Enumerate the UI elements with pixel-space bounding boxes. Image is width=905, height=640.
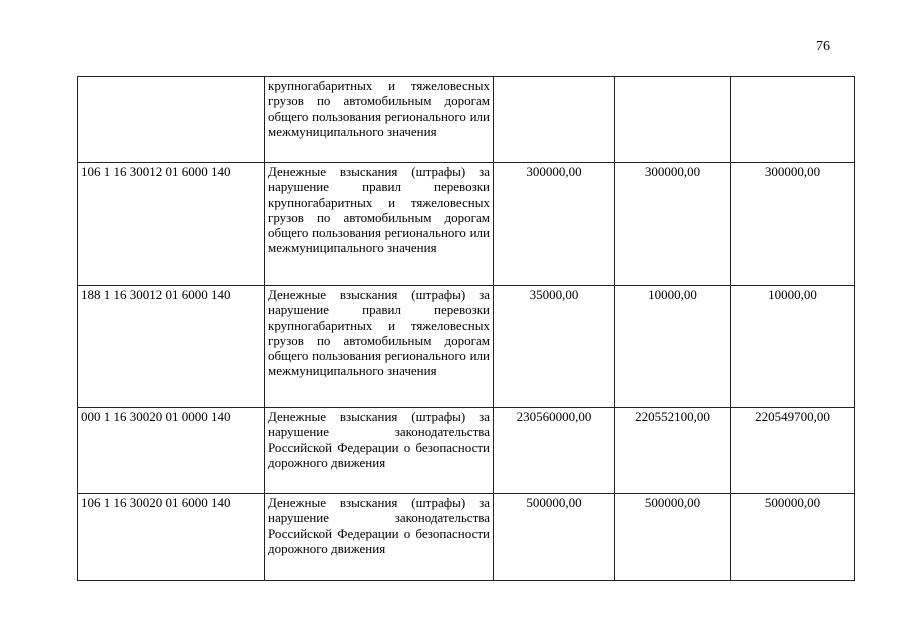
- revenue-name-cell: Денежные взыскания (штрафы) за нарушение правил перевозки крупногабаритных и тяжеловесных грузов по автомобильным дорогам общего пользования регионального или межмуниципального значения: [265, 286, 494, 408]
- amount-year1-cell: 300000,00: [494, 163, 615, 286]
- budget-code-cell: 000 1 16 30020 01 0000 140: [78, 408, 265, 494]
- revenue-table: [77, 76, 855, 581]
- amount-year1-cell: 500000,00: [494, 494, 615, 581]
- amount-year2-cell: 220552100,00: [615, 408, 731, 494]
- revenue-name-cell: крупногабаритных и тяжеловесных грузов по автомобильным дорогам общего пользования регионального или межмуниципального значения: [265, 77, 494, 163]
- revenue-name-cell: Денежные взыскания (штрафы) за нарушение законодательства Российской Федерации о безопасности дорожного движения: [265, 408, 494, 494]
- amount-year3-cell: 500000,00: [731, 494, 855, 581]
- budget-code-cell: 106 1 16 30012 01 6000 140: [78, 163, 265, 286]
- budget-code-cell: 106 1 16 30020 01 6000 140: [78, 494, 265, 581]
- amount-year3-cell: [731, 77, 855, 163]
- budget-code-cell: [78, 77, 265, 163]
- revenue-name-cell: Денежные взыскания (штрафы) за нарушение законодательства Российской Федерации о безопасности дорожного движения: [265, 494, 494, 581]
- amount-year2-cell: 500000,00: [615, 494, 731, 581]
- table-row: [78, 494, 855, 581]
- table-row: [78, 77, 855, 163]
- amount-year2-cell: 10000,00: [615, 286, 731, 408]
- amount-year3-cell: 10000,00: [731, 286, 855, 408]
- table-row: [78, 286, 855, 408]
- amount-year1-cell: 35000,00: [494, 286, 615, 408]
- table-row: [78, 163, 855, 286]
- amount-year2-cell: [615, 77, 731, 163]
- amount-year1-cell: 230560000,00: [494, 408, 615, 494]
- amount-year3-cell: 300000,00: [731, 163, 855, 286]
- table-row: [78, 408, 855, 494]
- revenue-name-cell: Денежные взыскания (штрафы) за нарушение правил перевозки крупногабаритных и тяжеловесных грузов по автомобильным дорогам общего пользования регионального или межмуниципального значения: [265, 163, 494, 286]
- amount-year3-cell: 220549700,00: [731, 408, 855, 494]
- budget-code-cell: 188 1 16 30012 01 6000 140: [78, 286, 265, 408]
- amount-year1-cell: [494, 77, 615, 163]
- amount-year2-cell: 300000,00: [615, 163, 731, 286]
- page-number: 76: [816, 39, 830, 54]
